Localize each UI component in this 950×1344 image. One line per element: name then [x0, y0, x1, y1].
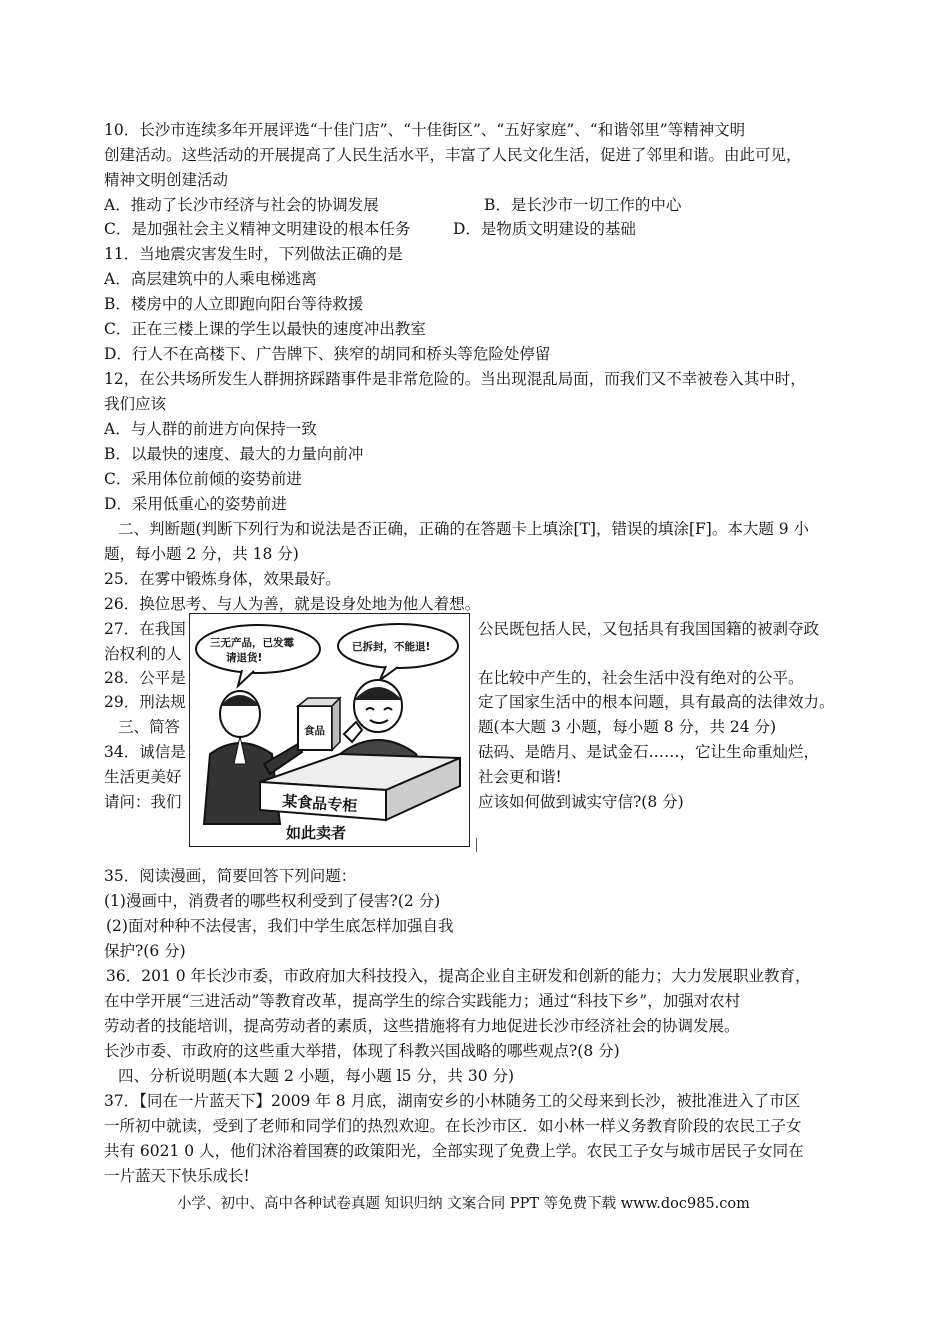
q35-stem: 35．阅读漫画，简要回答下列问题： — [104, 867, 357, 885]
q10-line-1: 10．长沙市连续多年开展评选“十佳门店”、“十佳街区”、“五好家庭”、“和谐邻里”等精神文明 — [104, 121, 746, 139]
q11-option-a: A．高层建筑中的人乘电梯逃离 — [104, 270, 317, 288]
q10-line-3: 精神文明创建活动 — [104, 171, 229, 189]
speech-bubble-left — [196, 625, 320, 673]
q35-part-2: (2)面对种种不法侵害，我们中学生底怎样加强自我 — [106, 917, 454, 935]
counter-label: 某食品专柜 — [281, 792, 358, 816]
q10-line-2: 创建活动。这些活动的开展提高了人民生活水平，丰富了人民文化生活，促进了邻里和谐。由此可见， — [104, 146, 802, 164]
food-box — [298, 698, 340, 750]
q35-part-1: (1)漫画中，消费者的哪些权利受到了侵害?(2 分) — [104, 892, 441, 910]
q10-option-b: B．是长沙市一切工作的中心 — [484, 196, 682, 214]
q26: 26．换位思考、与人为善，就是设身处地为他人着想。 — [104, 595, 481, 613]
q10-option-c: C．是加强社会主义精神文明建设的根本任务 — [104, 220, 411, 238]
q11-option-b: B．楼房中的人立即跑向阳台等待救援 — [104, 295, 364, 313]
q34-question-left: 请问：我们 — [104, 793, 182, 811]
cartoon-caption: 如此卖者 — [286, 824, 347, 842]
q12-option-d: D．采用低重心的姿势前进 — [104, 495, 287, 513]
q36-question: 长沙市委、市政府的这些重大举措，体现了科教兴国战略的哪些观点?(8 分) — [104, 1042, 620, 1060]
q37-line-4: 一片蓝天下快乐成长! — [104, 1167, 250, 1185]
food-box-label: 食品 — [304, 725, 325, 737]
q27-left: 27．在我国 — [104, 620, 186, 638]
section-2-heading-cont: 题，每小题 2 分，共 18 分) — [104, 545, 299, 563]
q34-question-right: 应该如何做到诚实守信?(8 分) — [478, 793, 684, 811]
q12-option-a: A．与人群的前进方向保持一致 — [104, 420, 317, 438]
q11-stem: 11．当地震灾害发生时，下列做法正确的是 — [104, 245, 403, 263]
q10-option-a: A．推动了长沙市经济与社会的协调发展 — [104, 196, 379, 214]
q12-line-1: 12，在公共场所发生人群拥挤踩踏事件是非常危险的。当出现混乱局面，而我们又不幸被卷入其中时， — [104, 370, 806, 388]
bubble-left-line-2: 请退货! — [226, 652, 263, 664]
q34-left-cont: 生活更美好 — [104, 768, 182, 786]
food-counter — [260, 754, 460, 820]
q37-line-2: 一所初中就读，受到了老师和同学们的热烈欢迎。在长沙市区．如小林一样义务教育阶段的农民工子女 — [104, 1117, 802, 1135]
seller-figure — [336, 680, 420, 764]
q36-line-2: 在中学开展“三进活动”等教育改革，提高学生的综合实践能力；通过“科技下乡”，加强对农村 — [104, 992, 741, 1010]
q28-left: 28．公平是 — [104, 669, 186, 687]
q28-right: 在比较中产生的，社会生活中没有绝对的公平。 — [478, 669, 804, 687]
q25: 25．在雾中锻炼身体，效果最好。 — [104, 570, 341, 588]
q10-option-d: D．是物质文明建设的基础 — [453, 220, 636, 238]
q11-option-d: D．行人不在高楼下、广告牌下、狭窄的胡同和桥头等危险处停留 — [104, 345, 551, 363]
q34-left: 34．诚信是 — [104, 743, 186, 761]
q29-left: 29．刑法规 — [104, 693, 186, 711]
cartoon-drawing — [190, 614, 468, 845]
q35-part-2-cont: 保护?(6 分) — [104, 942, 186, 960]
bubble-left-line-1: 三无产品，已发霉 — [210, 637, 294, 649]
q36-line-1: 36．201 0 年长沙市委，市政府加大科技投入，提高企业自主研发和创新的能力；大力发展职业教育， — [106, 967, 811, 985]
q12-option-c: C．采用体位前倾的姿势前进 — [104, 470, 302, 488]
divider-mark — [476, 838, 477, 852]
q27-right: 公民既包括人民，又包括具有我国国籍的被剥夺政 — [478, 620, 820, 638]
q37-line-1: 37．【同在一片蓝天下】2009 年 8 月底，湖南安乡的小林随务工的父母来到长沙，被批准进入了市区 — [104, 1092, 801, 1110]
cartoon-illustration — [189, 613, 470, 847]
section-3-heading-left: 三、简答 — [118, 718, 181, 736]
q34-right: 砝码、是皓月、是试金石……，它让生命重灿烂， — [478, 743, 820, 761]
q12-option-b: B．以最快的速度、最大的力量向前冲 — [104, 445, 364, 463]
q37-line-3: 共有 6021 0 人，他们沭浴着国赛的政策阳光，全部实现了免费上学。农民工子女与城市居民子女同在 — [104, 1142, 804, 1160]
section-2-heading: 二、判断题(判断下列行为和说法是否正确，正确的在答题卡上填涂[T]，错误的填涂[F]。本大题 9 小 — [118, 520, 810, 538]
bubble-right-text: 已拆封，不能退! — [352, 641, 431, 653]
q29-right: 定了国家生活中的根本问题，具有最高的法律效力。 — [478, 693, 835, 711]
page-footer: 小学、初中、高中各种试卷真题 知识归纳 文案合同 PPT 等免费下载 www.doc985.com — [177, 1196, 750, 1212]
section-3-heading-right: 题(本大题 3 小题，每小题 8 分，共 24 分) — [478, 718, 777, 736]
q34-right-cont: 社会更和谐! — [478, 768, 562, 786]
q27-left-cont: 治权利的人 — [104, 645, 182, 663]
section-4-heading: 四、分析说明题(本大题 2 小题，每小题 l5 分，共 30 分) — [118, 1067, 515, 1085]
q36-line-3: 劳动者的技能培训，提高劳动者的素质，这些措施将有力地促进长沙市经济社会的协调发展。 — [104, 1017, 740, 1035]
q12-line-2: 我们应该 — [104, 395, 167, 413]
q11-option-c: C．正在三楼上课的学生以最快的速度冲出教室 — [104, 320, 426, 338]
